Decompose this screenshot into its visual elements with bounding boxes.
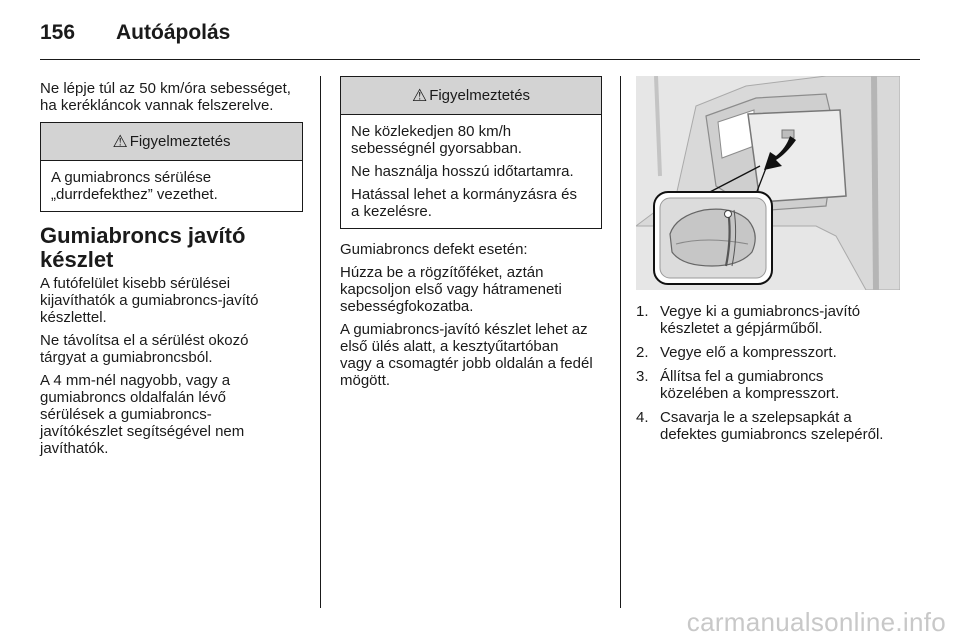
- page-title: Autóápolás: [116, 21, 231, 44]
- column-divider: [620, 76, 621, 608]
- warning-text: Ne közlekedjen 80 km/h sebességnél gyorsabban. Ne használja hosszú időtartamra. Hatással lehet a kormányzásra és a kezelésre.: [351, 123, 577, 220]
- warning-header: [41, 123, 302, 161]
- warning-header: [341, 77, 601, 115]
- column-1: [40, 80, 303, 463]
- body-paragraph: Ne távolítsa el a sérülést okozó tárgyat a gumiabroncsból.: [40, 332, 249, 366]
- watermark: carmanualsonline.info: [686, 607, 946, 637]
- trunk-compartment-drawing: [636, 76, 900, 290]
- repair-kit-illustration: [636, 76, 900, 290]
- numbered-steps: [636, 303, 906, 450]
- warning-box: [40, 122, 303, 212]
- body-paragraph: Húzza be a rögzítőféket, aztán kapcsoljon első vagy hátrameneti sebességfokozatba.: [340, 264, 562, 315]
- list-item: 3. Állítsa fel a gumiabroncs közelében a kompresszort.: [636, 368, 840, 402]
- list-item: 1. Vegye ki a gumiabroncs-javító készletet a gépjárműből.: [636, 303, 861, 337]
- list-item: 4. Csavarja le a szelepsapkát a defektes gumiabroncs szelepéről.: [636, 409, 884, 443]
- warning-box: [340, 76, 602, 229]
- body-paragraph: A 4 mm-nél nagyobb, vagy a gumiabroncs oldalfalán lévő sérülések a gumiabroncs- javítókészlet segítségével nem javíthatók.: [40, 372, 245, 457]
- warning-title: Figyelmeztetés: [129, 133, 231, 150]
- column-2: [340, 76, 602, 395]
- page-number: 156: [40, 21, 76, 44]
- body-paragraph: Gumiabroncs defekt esetén:: [340, 241, 528, 258]
- intro-paragraph: Ne lépje túl az 50 km/óra sebességet, ha kerékláncok vannak felszerelve.: [40, 80, 291, 114]
- page-header: [40, 18, 920, 60]
- warning-triangle-icon: ⚠: [411, 86, 428, 105]
- body-paragraph: A futófelület kisebb sérülései kijavíthatók a gumiabroncs-javító készlettel.: [40, 275, 259, 326]
- warning-triangle-icon: ⚠: [112, 132, 128, 151]
- column-divider: [320, 76, 321, 608]
- list-item: 2. Vegye elő a kompresszort.: [636, 344, 837, 361]
- warning-title: Figyelmeztetés: [429, 87, 531, 104]
- warning-text: A gumiabroncs sérülése „durrdefekthez” vezethet.: [51, 169, 218, 203]
- section-heading: Gumiabroncs javító készlet: [40, 223, 246, 272]
- body-paragraph: A gumiabroncs-javító készlet lehet az első ülés alatt, a kesztyűtartóban vagy a csomagtér jobb oldalán a fedél mögött.: [340, 321, 593, 389]
